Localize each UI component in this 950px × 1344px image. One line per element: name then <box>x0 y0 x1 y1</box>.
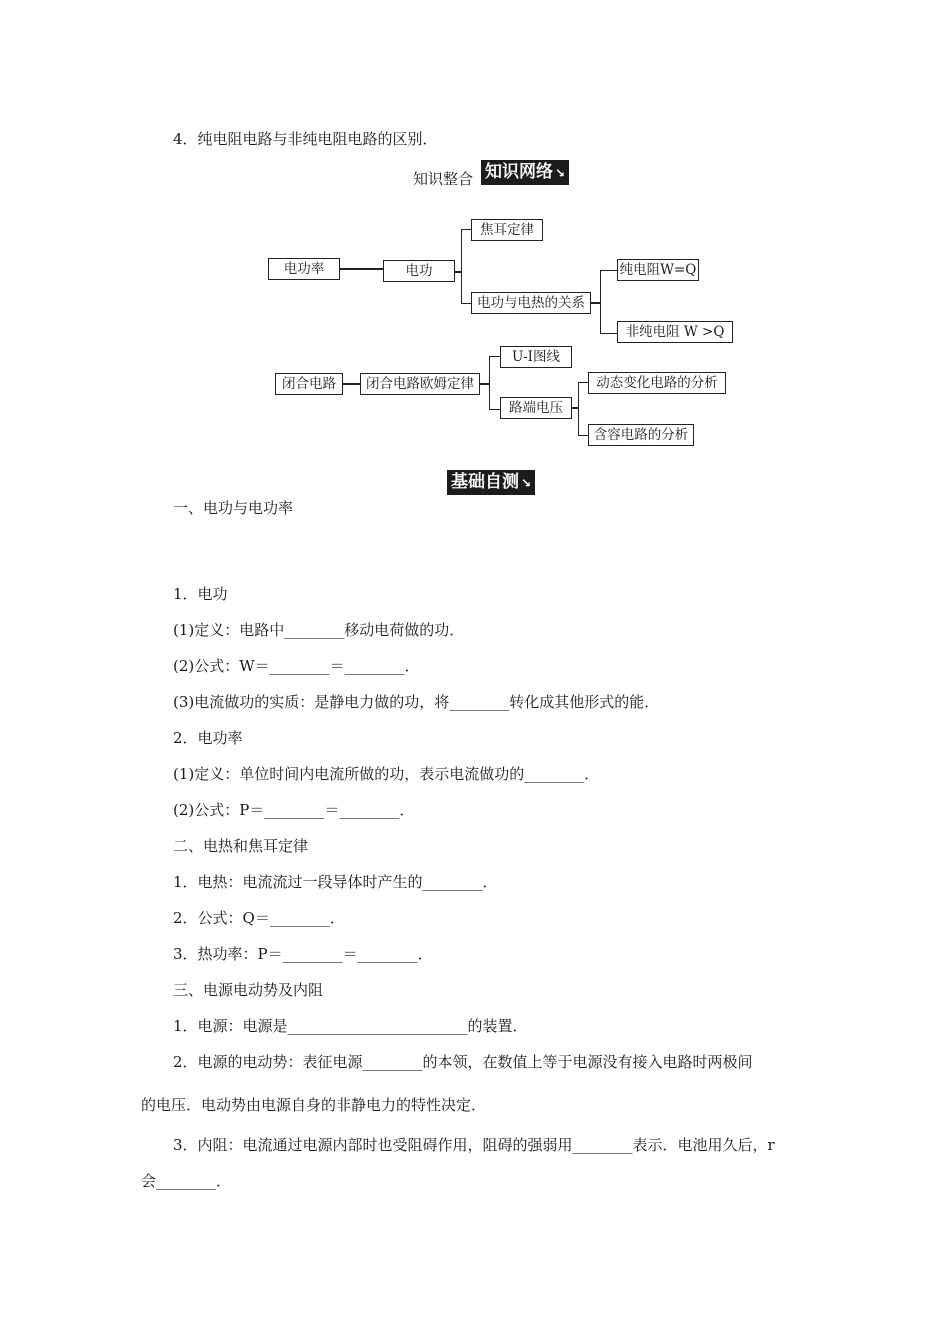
branch-bracket <box>600 270 618 334</box>
intro-item: 4．纯电阻电路与非纯电阻电路的区别． <box>173 130 438 148</box>
work-formula: (2)公式：W＝________＝________． <box>173 657 420 675</box>
node-ui-graph: U-I图线 <box>500 346 572 368</box>
knowledge-network-banner <box>481 160 569 185</box>
heat-power: 3．热功率：P＝________＝________． <box>173 945 433 963</box>
basic-test-banner <box>447 470 535 495</box>
arrow-icon: ↘ <box>555 166 566 180</box>
section-prefix: 知识整合 <box>413 170 474 188</box>
heading-emf: 三、电源电动势及内阻 <box>173 981 324 999</box>
arrow-icon: ↘ <box>521 476 532 490</box>
node-joule-law: 焦耳定律 <box>471 219 543 241</box>
node-power-rate: 电功率 <box>268 258 340 280</box>
subheading-work: 1．电功 <box>173 585 228 603</box>
source-definition: 1．电源：电源是________________________的装置． <box>173 1017 528 1035</box>
connector <box>343 383 360 385</box>
banner-title: 知识网络 <box>485 162 553 182</box>
heat-formula: 2．公式：Q＝________． <box>173 909 345 927</box>
work-essence: (3)电流做功的实质：是静电力做的功，将________转化成其他形式的能． <box>173 693 660 711</box>
node-nonpure-resistance: 非纯电阻 W >Q <box>617 321 733 343</box>
node-pure-resistance: 纯电阻W=Q <box>617 259 699 281</box>
node-dynamic-analysis: 动态变化电路的分析 <box>588 372 726 394</box>
banner-title: 基础自测 <box>451 472 519 492</box>
internal-resistance-1: 3．内阻：电流通过电源内部时也受阻碍作用，阻碍的强弱用________表示．电池用久后，r <box>173 1136 775 1154</box>
emf-definition-1: 2．电源的电动势：表征电源________的本领，在数值上等于电源没有接入电路时两极间 <box>173 1053 753 1071</box>
node-capacitor-analysis: 含容电路的分析 <box>588 424 694 446</box>
emf-definition-2: 的电压．电动势由电源自身的非静电力的特性决定． <box>141 1096 487 1114</box>
internal-resistance-2: 会________． <box>141 1172 232 1190</box>
node-closed-circuit: 闭合电路 <box>275 373 343 395</box>
work-definition: (1)定义：电路中________移动电荷做的功． <box>173 621 465 639</box>
heat-definition: 1．电热：电流流过一段导体时产生的________． <box>173 873 498 891</box>
subheading-power: 2．电功率 <box>173 729 243 747</box>
node-work: 电功 <box>383 260 455 282</box>
node-terminal-voltage: 路端电压 <box>500 397 572 419</box>
node-ohm-law: 闭合电路欧姆定律 <box>360 373 480 395</box>
power-definition: (1)定义：单位时间内电流所做的功，表示电流做功的________． <box>173 765 600 783</box>
power-formula: (2)公式：P＝________＝________． <box>173 801 415 819</box>
connector <box>339 268 383 270</box>
heading-electric-heat: 二、电热和焦耳定律 <box>173 837 309 855</box>
node-work-heat-relation: 电功与电热的关系 <box>471 292 591 314</box>
heading-electric-work: 一、电功与电功率 <box>173 499 294 517</box>
